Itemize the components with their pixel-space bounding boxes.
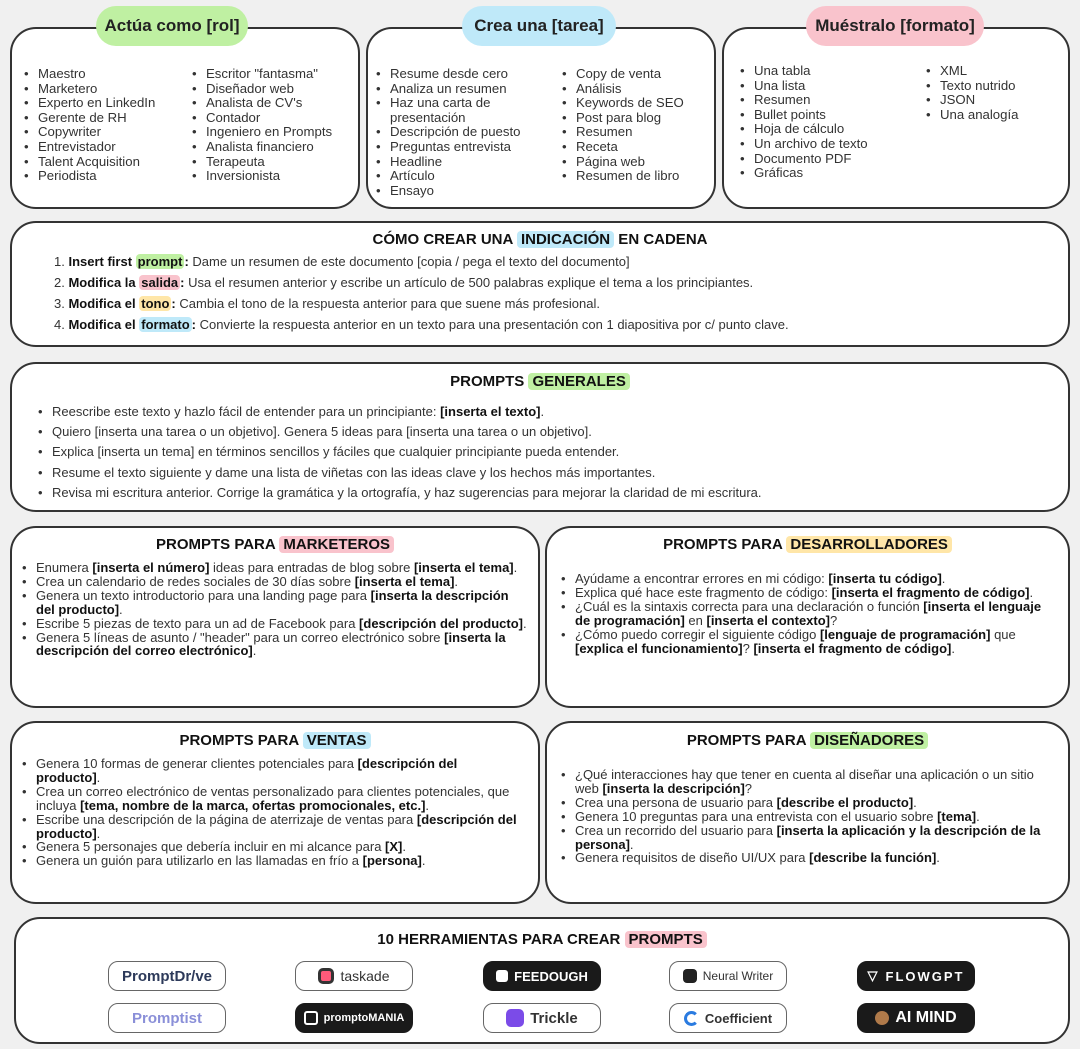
- list-item: • Genera un texto introductorio para una landing page para [inserta la descripción del producto].: [20, 589, 530, 617]
- neural-writer-icon: [683, 969, 697, 983]
- list-item: • Contador: [192, 111, 332, 126]
- list-item: • Analista financiero: [192, 140, 332, 155]
- list-item: • Genera 5 líneas de asunto / "header" para un correo electrónico sobre [inserta la descripción del correo electrónico].: [20, 631, 530, 659]
- feedough-icon: [496, 970, 508, 982]
- task-pill: Crea una [tarea]: [462, 6, 616, 46]
- list-item: • Ensayo: [376, 184, 552, 199]
- tool-logo-neural-writer[interactable]: Neural Writer: [669, 961, 787, 991]
- list-item: • Copy de venta: [562, 67, 684, 82]
- list-item: • Enumera [inserta el número] ideas para entradas de blog sobre [inserta el tema].: [20, 561, 530, 575]
- list-item: • Texto nutrido: [926, 79, 1018, 94]
- tool-logo-flowgpt[interactable]: ▽ FLOWGPT: [857, 961, 975, 991]
- sales-title-highlight: VENTAS: [303, 732, 371, 749]
- list-item: • Marketero: [24, 82, 155, 97]
- general-list: [36, 402, 762, 503]
- task-list-2: [562, 67, 684, 184]
- list-item: • Bullet points: [740, 108, 868, 123]
- designers-title-highlight: DISEÑADORES: [810, 732, 928, 749]
- coefficient-icon: [684, 1011, 699, 1026]
- list-item: • Un archivo de texto: [740, 137, 868, 152]
- developers-card: [545, 526, 1070, 708]
- list-item: • Genera un guión para utilizarlo en las llamadas en frío a [persona].: [20, 854, 525, 868]
- list-item: • Explica qué hace este fragmento de código: [inserta el fragmento de código].: [559, 586, 1059, 600]
- chain-step: 4. Modifica el formato : Convierte la respuesta anterior en un texto para una presentación con 1 diapositiva por c/ punto clave.: [54, 317, 789, 332]
- developers-title: PROMPTS PARA DESARROLLADORES: [547, 536, 1068, 553]
- list-item: • Crea una persona de usuario para [describe el producto].: [559, 796, 1059, 810]
- list-item: • Escritor "fantasma": [192, 67, 332, 82]
- chain-title: CÓMO CREAR UNA INDICACIÓN EN CADENA: [372, 231, 708, 248]
- list-item: • Headline: [376, 155, 552, 170]
- list-item: • Gráficas: [740, 166, 868, 181]
- chain-step: 2. Modifica la salida : Usa el resumen anterior y escribe un artículo de 500 palabras explique el tema a los principiantes.: [54, 275, 754, 290]
- list-item: • Genera 10 preguntas para una entrevista con el usuario sobre [tema].: [559, 810, 1059, 824]
- sales-title: PROMPTS PARA VENTAS: [12, 732, 538, 749]
- chain-step: 1. Insert first prompt : Dame un resumen de este documento [copia / pega el texto del documento]: [54, 254, 630, 269]
- general-title: PROMPTS GENERALES: [12, 373, 1068, 390]
- designers-list: [559, 768, 1059, 865]
- tool-logo-promptist[interactable]: Promptist: [108, 1003, 226, 1033]
- taskade-icon: [318, 968, 334, 984]
- promptomania-icon: [304, 1011, 318, 1025]
- designers-title: PROMPTS PARA DISEÑADORES: [547, 732, 1068, 749]
- list-item: • Descripción de puesto: [376, 125, 552, 140]
- general-title-highlight: GENERALES: [528, 373, 629, 390]
- list-item: • ¿Cómo puedo corregir el siguiente código [lenguaje de programación] que [explica el funcionamiento]? [inserta el fragmento de código].: [559, 628, 1059, 656]
- flowgpt-icon: ▽: [867, 968, 880, 983]
- sales-card: [10, 721, 540, 904]
- marketers-list: [20, 561, 530, 658]
- general-card: [10, 362, 1070, 512]
- list-item: • Keywords de SEO: [562, 96, 684, 111]
- format-pill: Muéstralo [formato]: [806, 6, 984, 46]
- marketers-card: [10, 526, 540, 708]
- trickle-icon: [506, 1009, 524, 1027]
- list-item: • Genera 10 formas de generar clientes potenciales para [descripción del producto].: [20, 757, 525, 785]
- chain-card: [10, 221, 1070, 347]
- chain-step: 3. Modifica el tono : Cambia el tono de la respuesta anterior para que suene más profesional.: [54, 296, 600, 311]
- list-item: • Analista de CV's: [192, 96, 332, 111]
- list-item: • Ayúdame a encontrar errores en mi código: [inserta tu código].: [559, 572, 1059, 586]
- chain-title-highlight: INDICACIÓN: [517, 231, 614, 248]
- ai-mind-icon: [875, 1011, 889, 1025]
- tool-logo-ai-mind[interactable]: AI MIND: [857, 1003, 975, 1033]
- list-item: • Terapeuta: [192, 155, 332, 170]
- list-item: • Resumen: [740, 93, 868, 108]
- list-item: • Ingeniero en Prompts: [192, 125, 332, 140]
- list-item: • Escribe una descripción de la página de aterrizaje de ventas para [descripción del producto].: [20, 813, 525, 841]
- list-item: • Quiero [inserta una tarea o un objetivo]. Genera 5 ideas para [inserta una tarea o un objetivo].: [36, 422, 762, 442]
- list-item: • Talent Acquisition: [24, 155, 155, 170]
- role-list-2: [192, 67, 332, 184]
- list-item: • Análisis: [562, 82, 684, 97]
- role-card: [10, 27, 360, 209]
- list-item: • Inversionista: [192, 169, 332, 184]
- sales-list: [20, 757, 525, 868]
- list-item: • Diseñador web: [192, 82, 332, 97]
- list-item: • Genera requisitos de diseño UI/UX para [describe la función].: [559, 851, 1059, 865]
- format-card: [722, 27, 1070, 209]
- list-item: • Periodista: [24, 169, 155, 184]
- tool-logo-taskade[interactable]: taskade: [295, 961, 413, 991]
- list-item: • Crea un correo electrónico de ventas personalizado para clientes potenciales, que incluya [tema, nombre de la marca, ofertas promocionales, etc.].: [20, 785, 525, 813]
- tools-title: 10 HERRAMIENTAS PARA CREAR PROMPTS: [16, 931, 1068, 948]
- list-item: • Documento PDF: [740, 152, 868, 167]
- list-item: • Receta: [562, 140, 684, 155]
- role-pill: Actúa como [rol]: [96, 6, 248, 46]
- format-list-2: [926, 64, 1018, 122]
- list-item: • ¿Cuál es la sintaxis correcta para una declaración o función [inserta el lenguaje de programación] en [inserta el contexto]?: [559, 600, 1059, 628]
- chain-steps: [54, 251, 789, 335]
- list-item: • XML: [926, 64, 1018, 79]
- tool-logo-promptdrive[interactable]: PromptDr/ve: [108, 961, 226, 991]
- tool-logo-promptomania[interactable]: promptoMANIA: [295, 1003, 413, 1033]
- list-item: • Crea un calendario de redes sociales de 30 días sobre [inserta el tema].: [20, 575, 530, 589]
- tool-logo-trickle[interactable]: Trickle: [483, 1003, 601, 1033]
- list-item: • Página web: [562, 155, 684, 170]
- tools-title-highlight: PROMPTS: [625, 931, 707, 948]
- list-item: • Resumen: [562, 125, 684, 140]
- format-list-1: [740, 64, 868, 181]
- list-item: • Copywriter: [24, 125, 155, 140]
- list-item: • Maestro: [24, 67, 155, 82]
- task-list-1: [376, 67, 552, 198]
- list-item: • Reescribe este texto y hazlo fácil de entender para un principiante: [inserta el texto].: [36, 402, 762, 422]
- list-item: • Una analogía: [926, 108, 1018, 123]
- list-item: • Escribe 5 piezas de texto para un ad de Facebook para [descripción del producto].: [20, 617, 530, 631]
- list-item: • ¿Qué interacciones hay que tener en cuenta al diseñar una aplicación o un sitio web [inserta la descripción]?: [559, 768, 1059, 796]
- list-item: • Revisa mi escritura anterior. Corrige la gramática y la ortografía, y haz sugerencias para mejorar la claridad de mi escritura.: [36, 483, 762, 503]
- developers-title-highlight: DESARROLLADORES: [786, 536, 952, 553]
- list-item: • Resume desde cero: [376, 67, 552, 82]
- list-item: • Haz una carta de presentación: [376, 96, 516, 125]
- task-card: [366, 27, 716, 209]
- list-item: • Una tabla: [740, 64, 868, 79]
- list-item: • Resumen de libro: [562, 169, 684, 184]
- list-item: • Entrevistador: [24, 140, 155, 155]
- tools-card: [14, 917, 1070, 1044]
- list-item: • Analiza un resumen: [376, 82, 552, 97]
- tool-logo-coefficient[interactable]: Coefficient: [669, 1003, 787, 1033]
- list-item: • Post para blog: [562, 111, 684, 126]
- list-item: • Experto en LinkedIn: [24, 96, 155, 111]
- list-item: • Preguntas entrevista: [376, 140, 552, 155]
- list-item: • Una lista: [740, 79, 868, 94]
- list-item: • Resume el texto siguiente y dame una lista de viñetas con las ideas clave y los hechos más importantes.: [36, 463, 762, 483]
- list-item: • Explica [inserta un tema] en términos sencillos y fáciles que cualquier principiante pueda entender.: [36, 442, 762, 462]
- list-item: • Genera 5 personajes que debería incluir en mi alcance para [X].: [20, 840, 525, 854]
- list-item: • Gerente de RH: [24, 111, 155, 126]
- tool-logo-feedough[interactable]: FEEDOUGH: [483, 961, 601, 991]
- list-item: • Crea un recorrido del usuario para [inserta la aplicación y la descripción de la persona].: [559, 824, 1059, 852]
- list-item: • JSON: [926, 93, 1018, 108]
- marketers-title: PROMPTS PARA MARKETEROS: [12, 536, 538, 553]
- marketers-title-highlight: MARKETEROS: [279, 536, 394, 553]
- list-item: • Hoja de cálculo: [740, 122, 868, 137]
- developers-list: [559, 572, 1059, 655]
- role-list-1: [24, 67, 155, 184]
- designers-card: [545, 721, 1070, 904]
- list-item: • Artículo: [376, 169, 552, 184]
